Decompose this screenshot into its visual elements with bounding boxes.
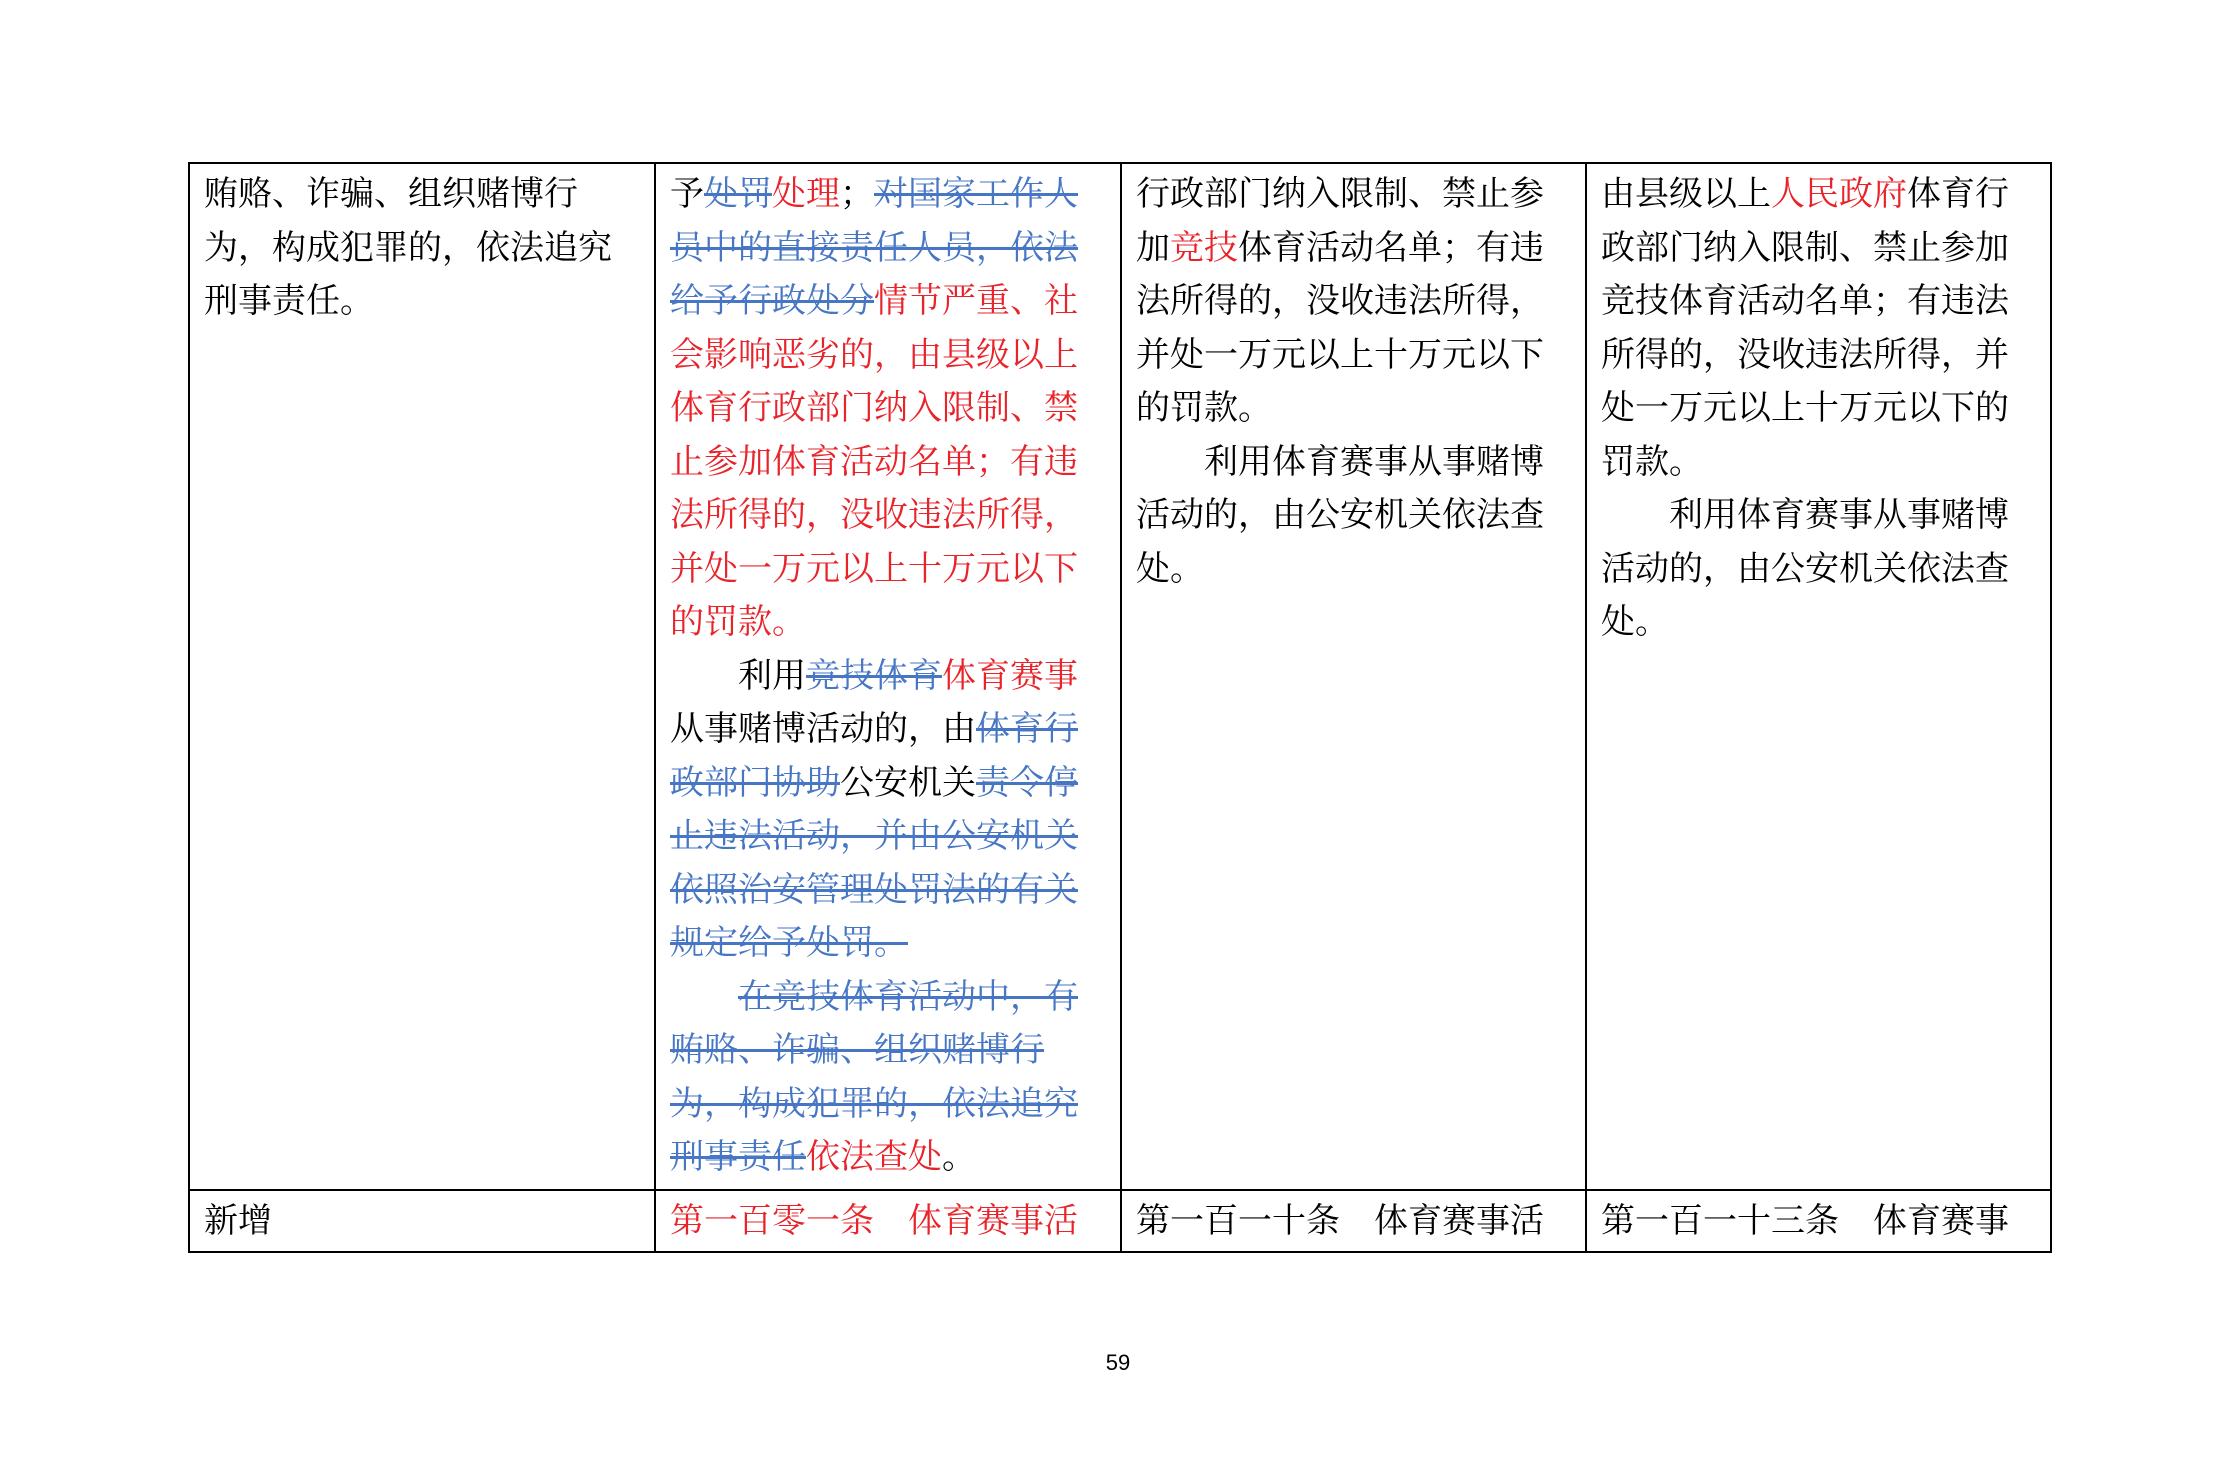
cell-paragraph [1136, 168, 1573, 436]
cell-final-version [1586, 163, 2051, 1190]
plain-text-run: 体育行政部门纳入限制、禁止参加竞技体育活动名单；有违法所得的，没收违法所得，并处一万元以上十万元以下的罚款。 [1601, 174, 2009, 482]
cell-final-version [1586, 1190, 2051, 1252]
cell-text: 第一百零一条 体育赛事活 [670, 1200, 1078, 1241]
plain-text-run: 利用体育赛事从事赌博活动的，由公安机关依法查处。 [1601, 495, 2009, 642]
inserted-text-run: 体育赛事 [942, 655, 1078, 696]
inserted-text-run: 处理 [772, 174, 840, 214]
deleted-text-run: 责令停止违法活动，并由公安机关依照治安管理处罚法的有关规定给予处罚。 [670, 762, 1078, 963]
plain-text-run: 。 [942, 1137, 976, 1177]
plain-text-run: 行政部门纳入限制、禁止参加 [1136, 174, 1544, 268]
plain-text-run: 贿赂、诈骗、组织赌博行为，构成犯罪的，依法追究刑事责任。 [204, 174, 612, 321]
deleted-text-run: 在竞技体育活动中，有贿赂、诈骗、组织赌博行为，构成犯罪的，依法追究刑事责任 [670, 976, 1078, 1177]
plain-text-run: 利用体育赛事从事赌博活动的，由公安机关依法查处。 [1136, 441, 1544, 589]
plain-text-run: 由县级以上 [1601, 174, 1771, 214]
cell-paragraph [670, 971, 1108, 1185]
plain-text-run: 公安机关 [840, 762, 976, 803]
page-number: 59 [1105, 1350, 1131, 1375]
cell-text: 第一百一十三条 体育赛事 [1601, 1200, 2009, 1241]
cell-text: 第一百一十条 体育赛事活 [1136, 1200, 1544, 1241]
cell-amendment-draft [655, 1190, 1121, 1252]
cell-paragraph [204, 168, 642, 329]
plain-text-run: 从事赌博活动的，由 [670, 709, 976, 749]
deleted-text-run: 竞技体育 [806, 655, 942, 696]
cell-text [204, 168, 642, 329]
table-row [189, 1190, 2051, 1252]
cell-paragraph [1136, 436, 1573, 597]
cell-paragraph [1601, 489, 2038, 650]
cell-paragraph [670, 168, 1108, 650]
deleted-text-run: 处罚 [704, 174, 772, 214]
deleted-text-run: 对国家工作人员中的直接责任人员，依法给予行政处分 [670, 174, 1078, 321]
cell-amendment-draft [655, 163, 1121, 1190]
cell-paragraph [670, 650, 1108, 971]
cell-text: 新增 [204, 1200, 272, 1241]
comparison-table [188, 162, 2052, 1253]
cell-original-law [189, 163, 655, 1190]
inserted-text-run: 情节严重、社会影响恶劣的，由县级以上体育行政部门纳入限制、禁止参加体育活动名单；有违法所得的，没收违法所得，并处一万元以上十万元以下的罚款。 [670, 281, 1078, 642]
plain-text-run: ； [840, 174, 874, 214]
cell-original-law [189, 1190, 655, 1252]
table-row [189, 163, 2051, 1190]
cell-text [1601, 168, 2038, 650]
cell-draft-version [1121, 163, 1586, 1190]
cell-paragraph [1601, 168, 2038, 489]
cell-draft-version [1121, 1190, 1586, 1252]
cell-text [670, 168, 1108, 1185]
plain-text-run: 利用 [738, 655, 806, 696]
inserted-text-run: 依法查处 [806, 1137, 942, 1177]
plain-text-run: 予 [670, 174, 704, 214]
inserted-text-run: 人民政府 [1771, 174, 1907, 214]
inserted-text-run: 竞技 [1170, 227, 1238, 268]
plain-text-run: 体育活动名单；有违法所得的，没收违法所得，并处一万元以上十万元以下的罚款。 [1136, 227, 1544, 428]
cell-text [1136, 168, 1573, 596]
deleted-text-run: 体育行政部门协助 [670, 709, 1078, 803]
